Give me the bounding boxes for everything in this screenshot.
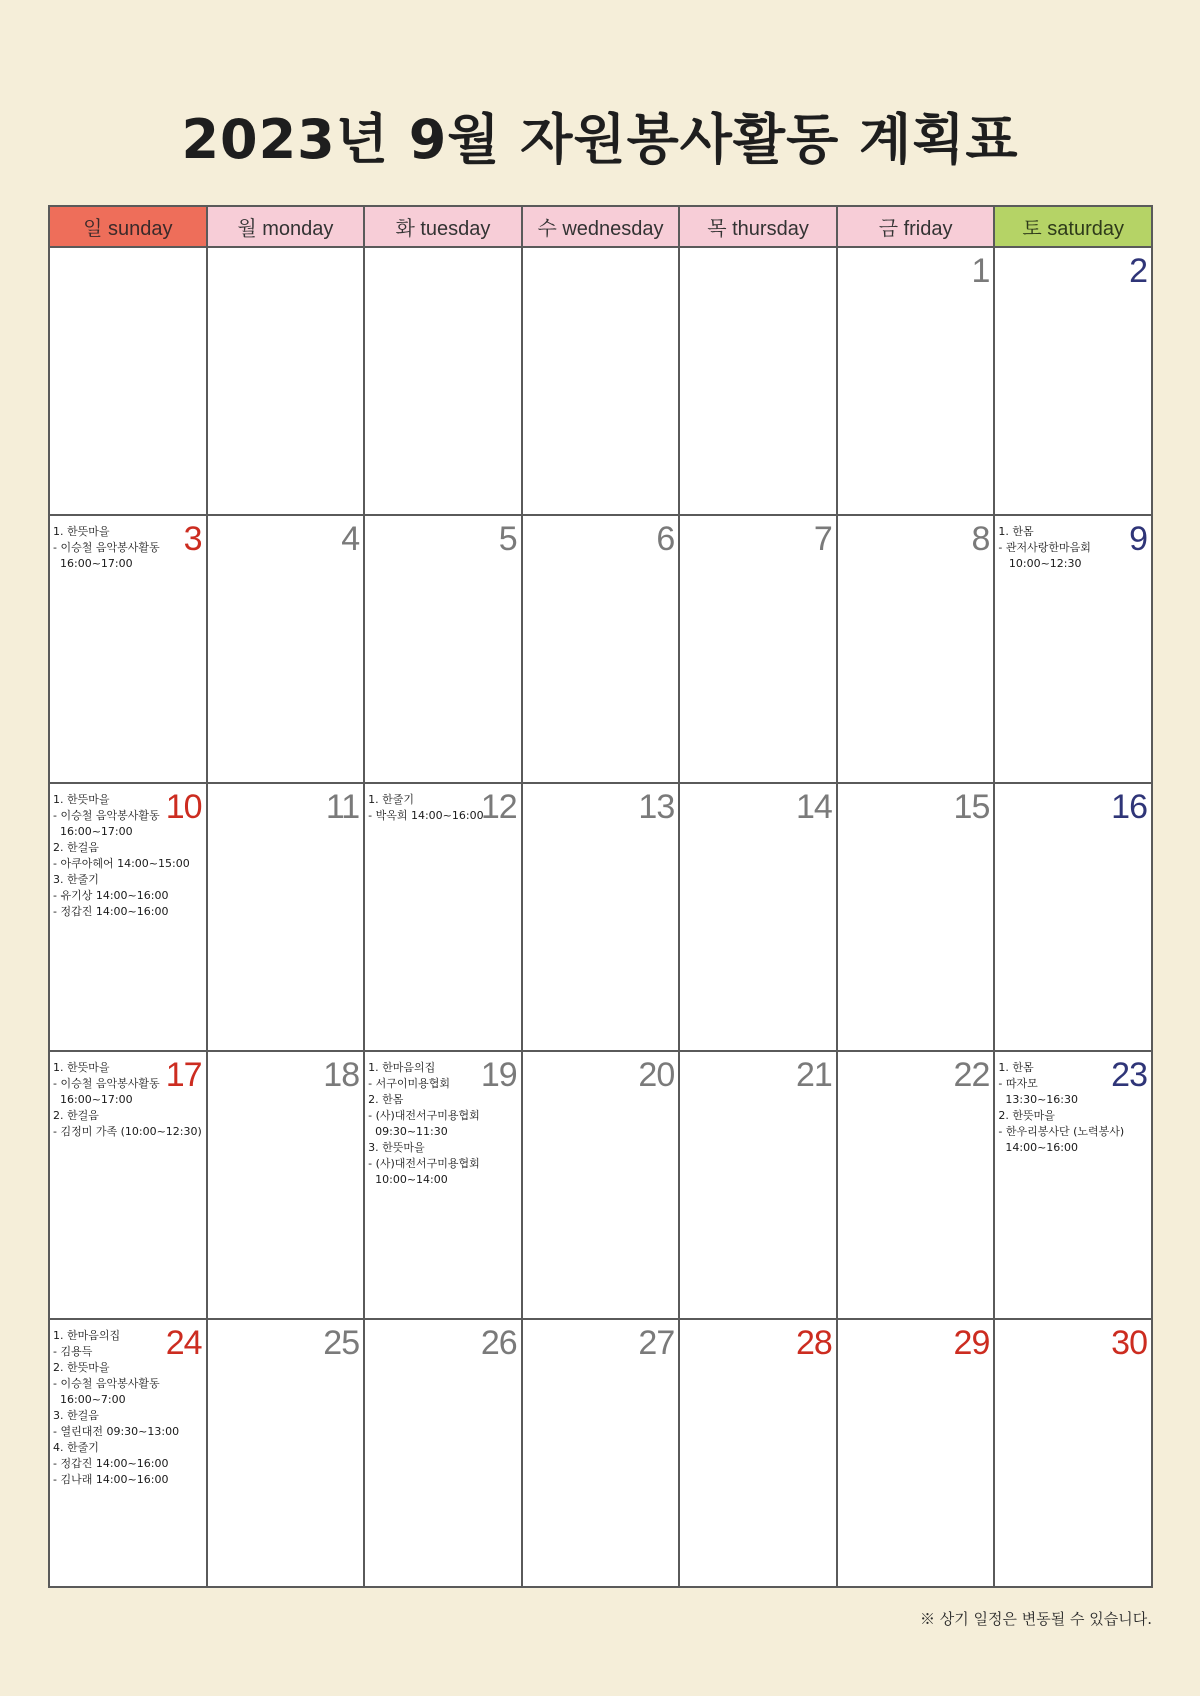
day-number: 11	[325, 788, 360, 826]
day-number: 18	[323, 1056, 360, 1094]
day-cell	[49, 247, 207, 515]
day-number: 25	[323, 1324, 360, 1362]
weekday-wednesday: 수 wednesday	[522, 206, 680, 247]
day-number: 7	[813, 520, 832, 558]
week-row	[49, 783, 1152, 1051]
day-cell	[207, 783, 365, 1051]
day-cell	[207, 247, 365, 515]
day-cell	[49, 1319, 207, 1587]
day-number: 5	[498, 520, 517, 558]
day-cell	[837, 783, 995, 1051]
day-cell	[364, 515, 522, 783]
day-number: 23	[1111, 1056, 1147, 1094]
week-row	[49, 515, 1152, 783]
volunteer-schedule-notes: 1. 한뜻마을 - 이승철 음악봉사활동 16:00~17:00 2. 한걸음 - 김정미 가족 (10:00~12:30)	[53, 1061, 202, 1138]
week-row	[49, 247, 1152, 515]
day-cell	[994, 1051, 1152, 1319]
day-cell	[679, 247, 837, 515]
day-number: 22	[953, 1056, 990, 1094]
day-number: 6	[656, 520, 675, 558]
day-number: 10	[165, 788, 202, 826]
week-row	[49, 1051, 1152, 1319]
day-number: 2	[1129, 252, 1147, 290]
day-number: 13	[638, 788, 675, 826]
volunteer-schedule-notes: 1. 한뜻마을 - 이승철 음악봉사활동 16:00~17:00	[53, 525, 160, 570]
day-cell	[837, 247, 995, 515]
day-cell	[522, 247, 680, 515]
day-number: 8	[971, 520, 990, 558]
day-cell	[994, 1319, 1152, 1587]
volunteer-schedule-notes: 1. 한뜻마을 - 이승철 음악봉사활동 16:00~17:00 2. 한걸음 - 아쿠아헤어 14:00~15:00 3. 한줄기 - 유기상 14:00~16:00 - 정갑진 14:00~16:00	[53, 793, 190, 918]
day-number: 19	[480, 1056, 517, 1094]
day-cell	[522, 1051, 680, 1319]
day-cell	[994, 515, 1152, 783]
calendar-grid	[48, 205, 1153, 1588]
day-cell	[364, 1051, 522, 1319]
volunteer-schedule-notes: 1. 한몸 - 관저사랑한마음회 10:00~12:30	[998, 525, 1091, 570]
volunteer-schedule-notes: 1. 한몸 - 따자모 13:30~16:30 2. 한뜻마을 - 한우리봉사단 (노력봉사) 14:00~16:00	[998, 1061, 1125, 1154]
weekday-header-row	[49, 206, 1152, 247]
weekday-tuesday: 화 tuesday	[364, 206, 522, 247]
day-cell	[679, 515, 837, 783]
day-number: 9	[1129, 520, 1147, 558]
day-cell	[49, 515, 207, 783]
day-cell	[522, 1319, 680, 1587]
page-title: 2023년 9월 자원봉사활동 계획표	[181, 108, 1019, 171]
day-number: 14	[795, 788, 832, 826]
day-cell	[207, 1319, 365, 1587]
day-number: 26	[480, 1324, 517, 1362]
day-cell	[837, 1319, 995, 1587]
day-cell	[994, 247, 1152, 515]
day-number: 17	[165, 1056, 202, 1094]
day-cell	[364, 1319, 522, 1587]
day-number: 24	[165, 1324, 202, 1362]
day-cell	[994, 783, 1152, 1051]
day-cell	[679, 1319, 837, 1587]
day-cell	[207, 515, 365, 783]
volunteer-schedule-notes: 1. 한마음의집 - 서구이미용협회 2. 한몸 - (사)대전서구미용협회 09:30~11:30 3. 한뜻마을 - (사)대전서구미용협회 10:00~14:00	[368, 1061, 480, 1186]
day-cell	[49, 1051, 207, 1319]
day-cell	[522, 783, 680, 1051]
day-cell	[364, 783, 522, 1051]
day-number: 29	[953, 1324, 990, 1362]
day-number: 30	[1111, 1324, 1147, 1362]
day-number: 20	[638, 1056, 675, 1094]
weekday-thursday: 목 thursday	[679, 206, 837, 247]
day-number: 15	[953, 788, 990, 826]
day-cell	[207, 1051, 365, 1319]
day-number: 3	[183, 520, 202, 558]
day-cell	[837, 515, 995, 783]
volunteer-schedule-notes: 1. 한줄기 - 박옥희 14:00~16:00	[368, 793, 484, 822]
schedule-change-notice: ※ 상기 일정은 변동될 수 있습니다.	[920, 1610, 1152, 1628]
day-cell	[49, 783, 207, 1051]
day-number: 27	[638, 1324, 675, 1362]
day-number: 21	[795, 1056, 832, 1094]
week-row	[49, 1319, 1152, 1587]
weekday-friday: 금 friday	[837, 206, 995, 247]
day-cell	[522, 515, 680, 783]
day-number: 1	[971, 252, 990, 290]
day-cell	[837, 1051, 995, 1319]
day-number: 16	[1111, 788, 1147, 826]
weekday-sunday: 일 sunday	[49, 206, 207, 247]
day-number: 4	[341, 520, 360, 558]
day-number: 12	[480, 788, 517, 826]
day-cell	[364, 247, 522, 515]
weekday-saturday: 토 saturday	[994, 206, 1152, 247]
weekday-monday: 월 monday	[207, 206, 365, 247]
day-cell	[679, 783, 837, 1051]
volunteer-schedule-notes: 1. 한마음의집 - 김용득 2. 한뜻마을 - 이승철 음악봉사활동 16:00~7:00 3. 한걸음 - 열린대전 09:30~13:00 4. 한줄기 - 정갑진 14:00~16:00 - 김나래 14:00~16:00	[53, 1329, 180, 1486]
day-cell	[679, 1051, 837, 1319]
day-number: 28	[795, 1324, 832, 1362]
